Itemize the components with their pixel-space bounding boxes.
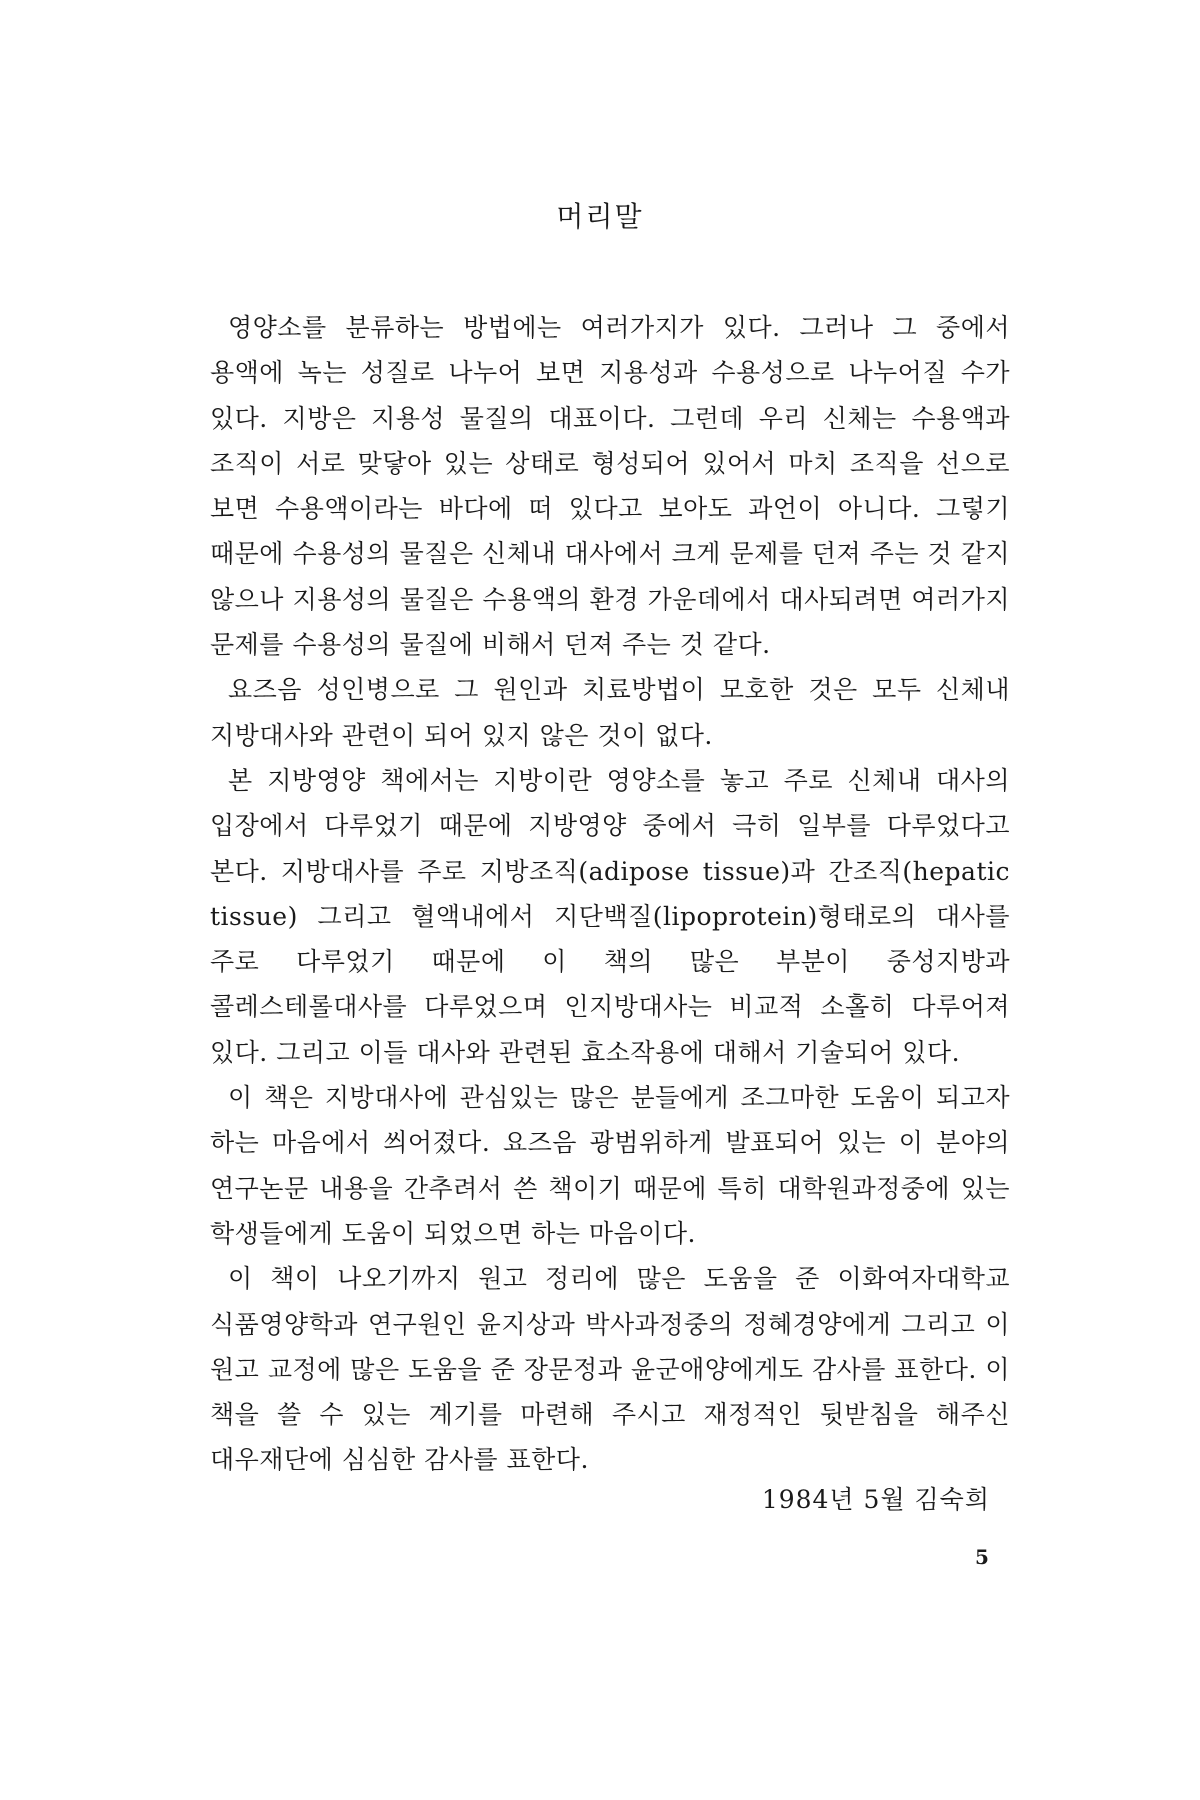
preface-body: [210, 305, 1010, 1483]
page-number: 5: [975, 1545, 989, 1569]
paragraph-5: 이 책이 나오기까지 원고 정리에 많은 도움을 준 이화여자대학교 식품영양학과 연구원인 윤지상과 박사과정중의 정혜경양에게 그리고 이 원고 교정에 많은 도움을 준 장문정과 윤군애양에게도 감사를 표한다. 이 책을 쓸 수 있는 계기를 마련해 주시고 재정적인 뒷받침을 해주신 대우재단에 심심한 감사를 표한다.: [210, 1264, 1010, 1475]
signature: 1984년 5월 김숙희: [761, 1485, 990, 1514]
paragraph-2: 요즈음 성인병으로 그 원인과 치료방법이 모호한 것은 모두 신체내 지방대사와 관련이 되어 있지 않은 것이 없다.: [210, 675, 1010, 750]
paragraph-4: 이 책은 지방대사에 관심있는 많은 분들에게 조그마한 도움이 되고자 하는 마음에서 씌어졌다. 요즈음 광범위하게 발표되어 있는 이 분야의 연구논문 내용을 간추려서 쓴 책이기 때문에 특히 대학원과정중에 있는 학생들에게 도움이 되었으면 하는 마음이다.: [210, 1083, 1010, 1248]
paragraph-3: 본 지방영양 책에서는 지방이란 영양소를 놓고 주로 신체내 대사의 입장에서 다루었기 때문에 지방영양 중에서 극히 일부를 다루었다고 본다. 지방대사를 주로 지방조직(adipose tissue)과 간조직(hepatic tissue) 그리고 혈액내에서 지단백질(lipoprotein)형태로의 대사를 주로 다루었기 때문에 이 책의 많은 부분이 중성지방과 콜레스테롤대사를 다루었으며 인지방대사는 비교적 소홀히 다루어져 있다. 그리고 이들 대사와 관련된 효소작용에 대해서 기술되어 있다.: [210, 765, 1010, 1067]
page-title: 머리말: [556, 200, 644, 233]
paragraph-1: 영양소를 분류하는 방법에는 여러가지가 있다. 그러나 그 중에서 용액에 녹는 성질로 나누어 보면 지용성과 수용성으로 나누어질 수가 있다. 지방은 지용성 물질의 대표이다. 그런데 우리 신체는 수용액과 조직이 서로 맞닿아 있는 상태로 형성되어 있어서 마치 조직을 선으로 보면 수용액이라는 바다에 떠 있다고 보아도 과언이 아니다. 그렇기 때문에 수용성의 물질은 신체내 대사에서 크게 문제를 던져 주는 것 같지 않으나 지용성의 물질은 수용액의 환경 가운데에서 대사되려면 여러가지 문제를 수용성의 물질에 비해서 던져 주는 것 같다.: [210, 313, 1010, 660]
